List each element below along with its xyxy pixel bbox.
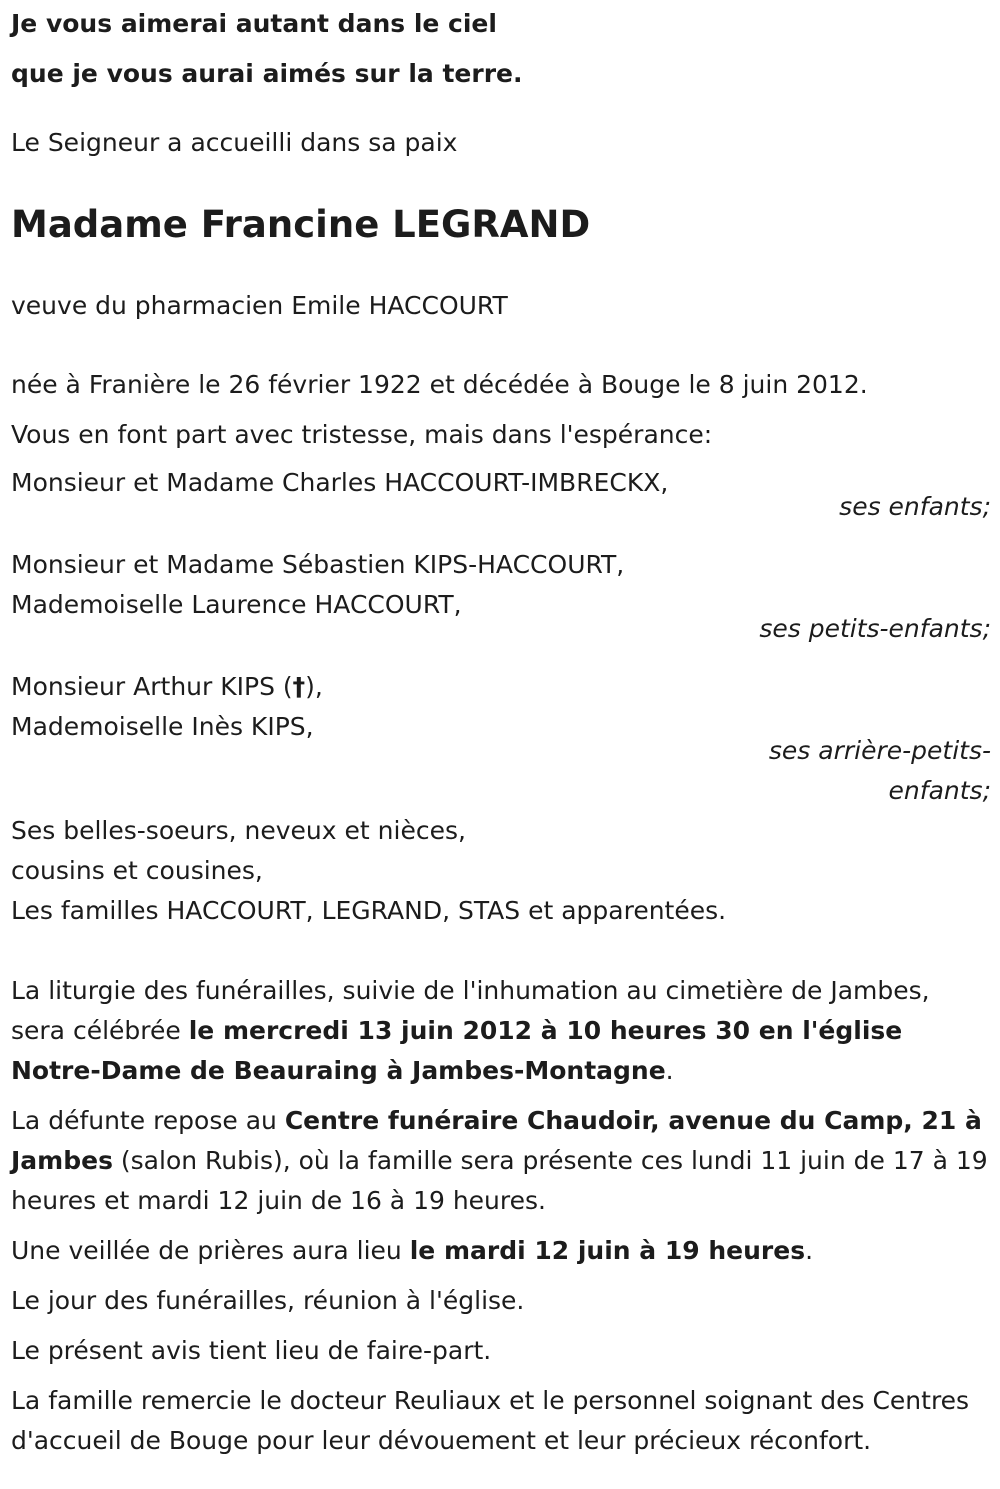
grandchildren-label: ses petits-enfants; (759, 614, 991, 643)
funeral-text: Une veillée de prières aura lieu (11, 1236, 410, 1265)
funeral-paragraph-3 (11, 1231, 991, 1271)
funeral-home: Centre funéraire Chaudoir, avenue du Camp, 21 à Jambes (11, 1106, 982, 1175)
vigil-time: le mardi 12 juin à 19 heures (409, 1236, 806, 1265)
children-label: ses enfants; (839, 492, 991, 521)
others-line-3: Les familles HACCOURT, LEGRAND, STAS et apparentées. (11, 896, 727, 925)
quote (11, 0, 991, 100)
deceased-name: Madame Francine LEGRAND (11, 203, 591, 246)
name-part: ), (305, 672, 323, 701)
funeral-text: . (665, 1056, 674, 1085)
grandchildren-name-1: Monsieur et Madame Sébastien KIPS-HACCOURT, (11, 550, 625, 579)
quote-line-2: que je vous aurai aimés sur la terre. (11, 59, 523, 88)
grandchildren-name-2: Mademoiselle Laurence HACCOURT, (11, 590, 462, 619)
dates-text: née à Franière le 26 février 1922 et décédée à Bouge le 8 juin 2012. (11, 370, 868, 399)
obituary-notice (11, 0, 991, 1461)
great-grandchildren-name-1 (11, 667, 991, 707)
quote-line-1: Je vous aimerai autant dans le ciel (11, 9, 497, 38)
funeral-paragraph-5: Le présent avis tient lieu de faire-part. (11, 1336, 492, 1365)
others-line-2: cousins et cousines, (11, 856, 263, 885)
spouse-text: veuve du pharmacien Emile HACCOURT (11, 291, 508, 320)
funeral-paragraph-1 (11, 971, 991, 1091)
funeral-text: La liturgie des funérailles, suivie de l'inhumation au cimetière de Jambes, sera célébrée (11, 976, 930, 1045)
family-great-grandchildren (11, 667, 991, 811)
family-others (11, 811, 991, 931)
family-children (11, 463, 991, 527)
funeral-paragraph-4: Le jour des funérailles, réunion à l'église. (11, 1286, 525, 1315)
intro-text: Le Seigneur a accueilli dans sa paix (11, 128, 458, 157)
great-grandchildren-name-2: Mademoiselle Inès KIPS, (11, 712, 314, 741)
family-grandchildren (11, 545, 991, 649)
announce-text: Vous en font part avec tristesse, mais dans l'espérance: (11, 420, 713, 449)
funeral-date-place: le mercredi 13 juin 2012 à 10 heures 30 en l'église Notre-Dame de Beauraing à Jambes-Montagne (11, 1016, 903, 1085)
funeral-text: La défunte repose au (11, 1106, 285, 1135)
children-name-1: Monsieur et Madame Charles HACCOURT-IMBRECKX, (11, 468, 669, 497)
name-part: Monsieur Arthur KIPS ( (11, 672, 293, 701)
funeral-text: . (805, 1236, 814, 1265)
funeral-text: (salon Rubis), où la famille sera présente ces lundi 11 juin de 17 à 19 heures et mardi 12 juin de 16 à 19 heures. (11, 1146, 988, 1215)
funeral-paragraph-6: La famille remercie le docteur Reuliaux et le personnel soignant des Centres d'accueil de Bouge pour leur dévouement et leur précieux réconfort. (11, 1386, 970, 1455)
cross-icon: † (292, 672, 306, 701)
great-grandchildren-label: ses arrière-petits-enfants; (768, 736, 991, 805)
others-line-1: Ses belles-soeurs, neveux et nièces, (11, 816, 466, 845)
funeral-paragraph-2 (11, 1101, 991, 1221)
